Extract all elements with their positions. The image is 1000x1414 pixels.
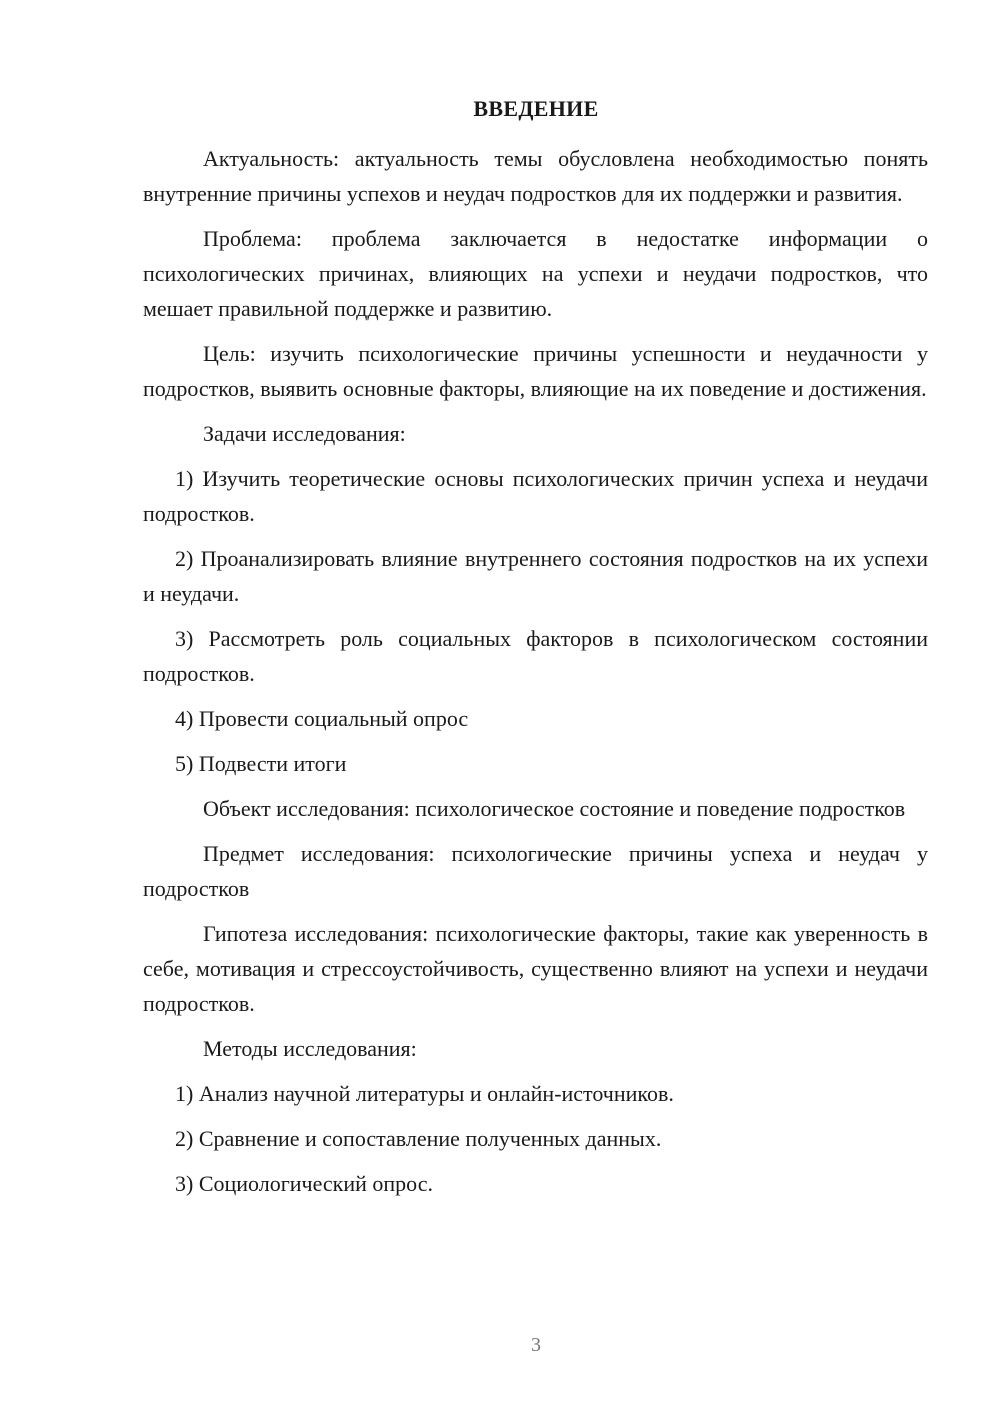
method-item-1: 1) Анализ научной литературы и онлайн-источников. <box>175 1081 674 1106</box>
task-item-1: 1) Изучить теоретические основы психологических причин успеха и неудачи подростков. <box>143 466 928 526</box>
task-item-3: 3) Рассмотреть роль социальных факторов в психологическом состоянии подростков. <box>143 626 928 686</box>
task-item-2: 2) Проанализировать влияние внутреннего состояния подростков на их успехи и неудачи. <box>143 546 928 606</box>
page-number: 3 <box>531 1334 541 1356</box>
problem-paragraph: Проблема: проблема заключается в недостатке информации о психологических причинах, влияющих на успехи и неудачи подростков, что мешает правильной поддержке и развитию. <box>143 226 928 321</box>
task-item-4: 4) Провести социальный опрос <box>175 706 469 731</box>
document-body <box>143 141 928 1211</box>
relevance-paragraph: Актуальность: актуальность темы обусловлена необходимостью понять внутренние причины успехов и неудач подростков для их поддержки и развития. <box>143 146 928 206</box>
subject-paragraph: Предмет исследования: психологические причины успеха и неудач у подростков <box>143 841 928 901</box>
method-item-3: 3) Социологический опрос. <box>175 1171 433 1196</box>
object-paragraph: Объект исследования: психологическое состояние и поведение подростков <box>203 796 906 821</box>
hypothesis-paragraph: Гипотеза исследования: психологические факторы, такие как уверенность в себе, мотивация и стрессоустойчивость, существенно влияют на успехи и неудачи подростков. <box>143 921 928 1016</box>
page-title: ВВЕДЕНИЕ <box>473 96 599 121</box>
methods-heading: Методы исследования: <box>203 1036 417 1061</box>
tasks-heading: Задачи исследования: <box>203 421 406 446</box>
task-item-5: 5) Подвести итоги <box>175 751 347 776</box>
goal-paragraph: Цель: изучить психологические причины успешности и неудачности у подростков, выявить основные факторы, влияющие на их поведение и достижения. <box>143 341 928 401</box>
method-item-2: 2) Сравнение и сопоставление полученных данных. <box>175 1126 662 1151</box>
